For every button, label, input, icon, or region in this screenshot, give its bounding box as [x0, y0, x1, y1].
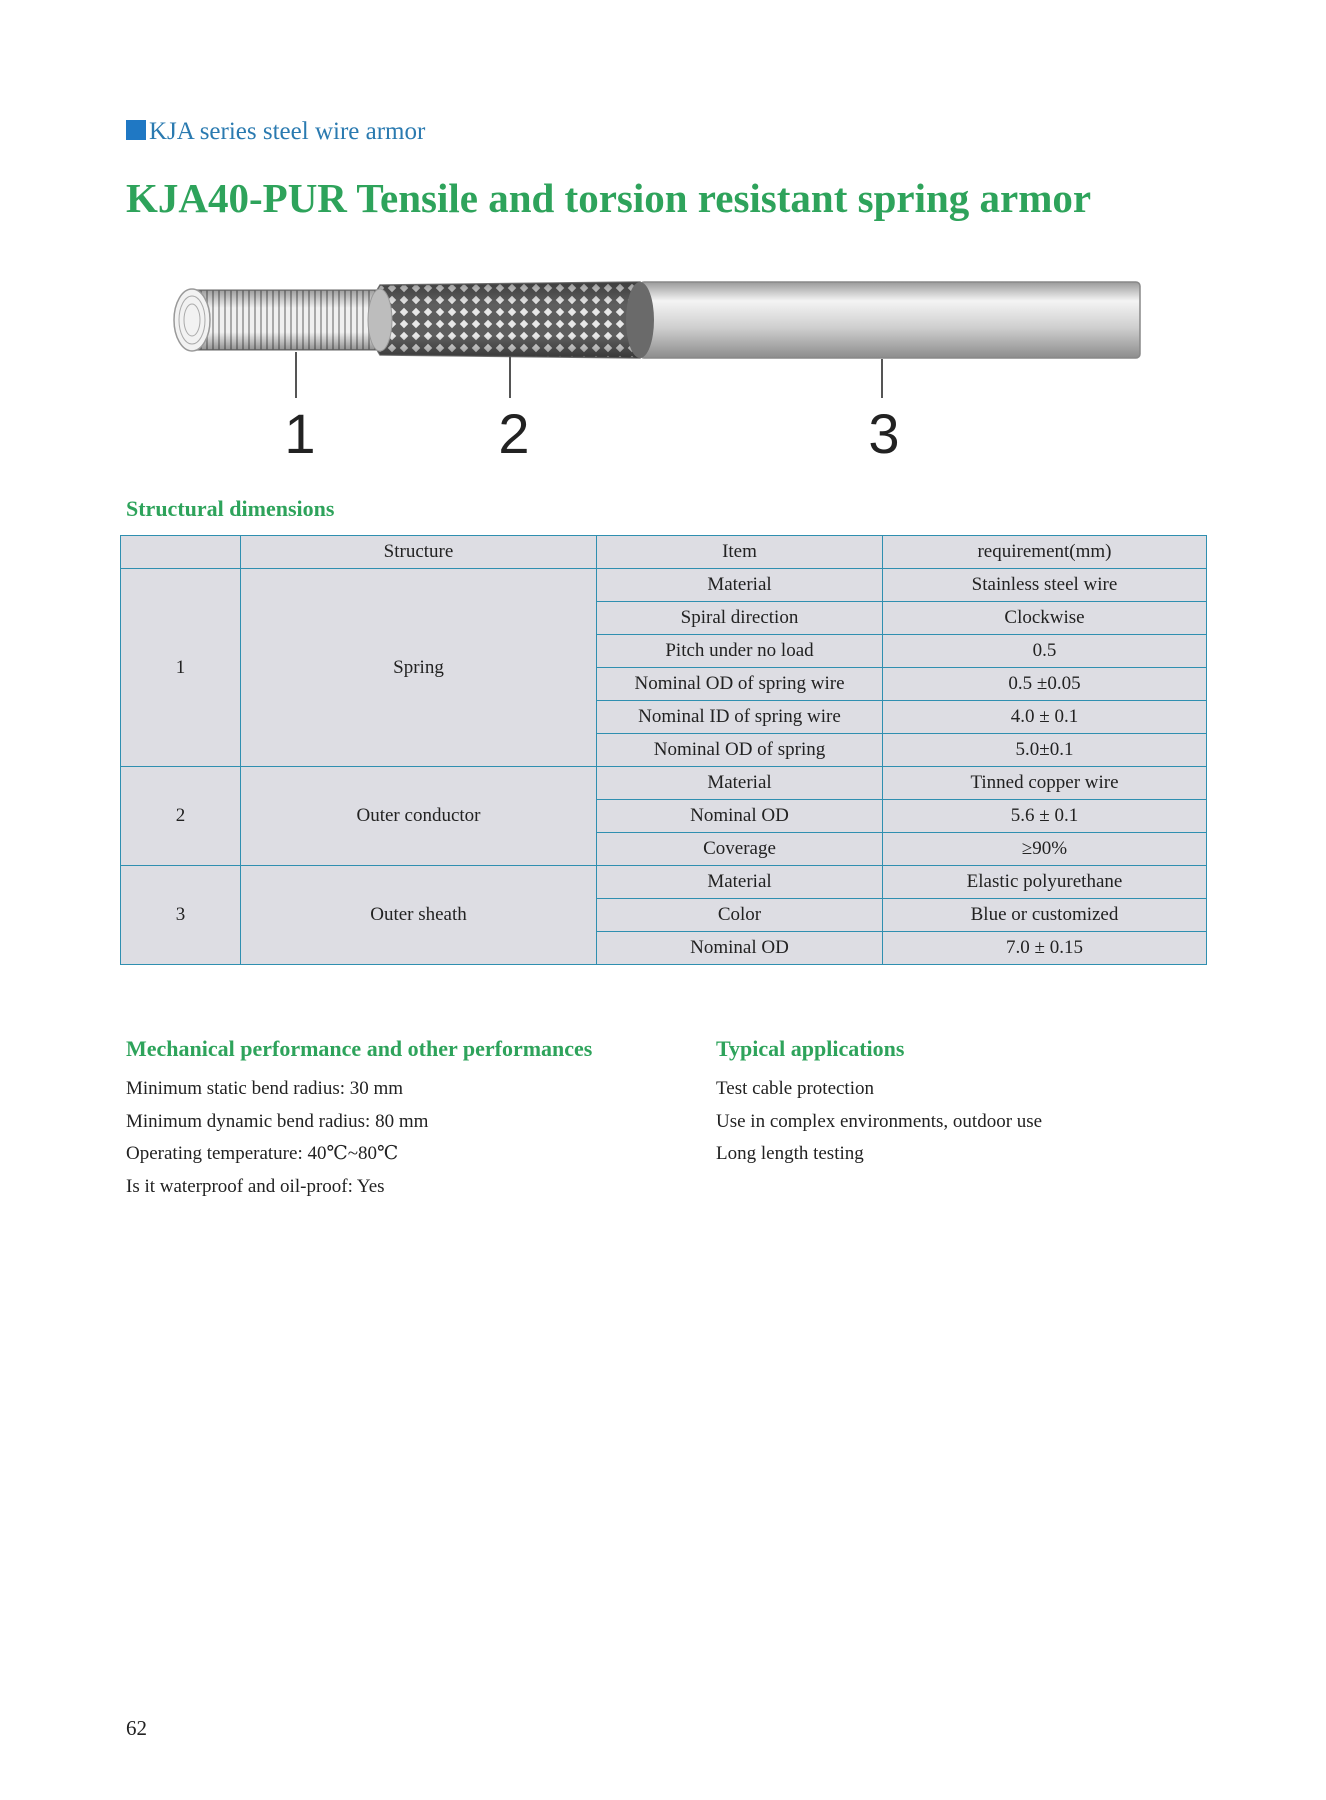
structure-name: Spring [241, 569, 597, 767]
requirement-cell: Elastic polyurethane [883, 866, 1207, 899]
item-cell: Material [597, 569, 883, 602]
item-cell: Material [597, 866, 883, 899]
requirement-cell: Clockwise [883, 602, 1207, 635]
structure-name: Outer sheath [241, 866, 597, 965]
item-cell: Nominal OD [597, 800, 883, 833]
item-cell: Coverage [597, 833, 883, 866]
series-text: KJA series steel wire armor [149, 118, 426, 145]
requirement-cell: Blue or customized [883, 899, 1207, 932]
requirement-cell: 4.0 ± 0.1 [883, 701, 1207, 734]
item-cell: Nominal ID of spring wire [597, 701, 883, 734]
page-title: KJA40-PUR Tensile and torsion resistant spring armor [126, 175, 1092, 221]
outer-sheath-layer [640, 282, 1140, 358]
column-header-structure: Structure [241, 536, 597, 569]
structure-number: 2 [121, 767, 241, 866]
item-cell: Nominal OD of spring [597, 734, 883, 767]
requirement-cell: Tinned copper wire [883, 767, 1207, 800]
list-item: Is it waterproof and oil-proof: Yes [126, 1175, 385, 1197]
requirement-cell: 7.0 ± 0.15 [883, 932, 1207, 965]
item-cell: Nominal OD [597, 932, 883, 965]
requirement-cell: 5.0±0.1 [883, 734, 1207, 767]
list-item: Minimum dynamic bend radius: 80 mm [126, 1110, 429, 1132]
list-item: Minimum static bend radius: 30 mm [126, 1078, 404, 1099]
callout-3: 3 [868, 402, 900, 465]
callout-1: 1 [284, 402, 316, 465]
structure-number: 1 [121, 569, 241, 767]
page-number: 62 [126, 1716, 147, 1740]
item-cell: Color [597, 899, 883, 932]
structure-number: 3 [121, 866, 241, 965]
requirement-cell: 0.5 ±0.05 [883, 668, 1207, 701]
mechanical-performance-list [126, 1073, 428, 1203]
cable-structure-illustration [170, 270, 1150, 470]
item-cell: Pitch under no load [597, 635, 883, 668]
column-header-requirement: requirement(mm) [883, 536, 1207, 569]
table-row [121, 767, 1207, 800]
mechanical-performance-heading: Mechanical performance and other performances [126, 1036, 593, 1061]
requirement-cell: 5.6 ± 0.1 [883, 800, 1207, 833]
series-label [126, 118, 425, 146]
requirement-cell: 0.5 [883, 635, 1207, 668]
list-item: Operating temperature: 40℃~80℃ [126, 1143, 399, 1164]
structure-name: Outer conductor [241, 767, 597, 866]
list-item: Long length testing [716, 1143, 864, 1164]
list-item: Test cable protection [716, 1078, 874, 1099]
requirement-cell: Stainless steel wire [883, 569, 1207, 602]
structural-dimensions-table [120, 535, 1207, 965]
square-bullet-icon [126, 120, 146, 140]
list-item: Use in complex environments, outdoor use [716, 1110, 1043, 1132]
table-header-row [121, 536, 1207, 569]
table-row [121, 569, 1207, 602]
requirement-cell: ≥90% [883, 833, 1207, 866]
typical-applications-list [716, 1073, 1042, 1171]
structural-dimensions-heading: Structural dimensions [126, 496, 335, 521]
item-cell: Material [597, 767, 883, 800]
table-row [121, 866, 1207, 899]
column-header-item: Item [597, 536, 883, 569]
item-cell: Spiral direction [597, 602, 883, 635]
column-header-number [121, 536, 241, 569]
typical-applications-heading: Typical applications [716, 1036, 905, 1061]
item-cell: Nominal OD of spring wire [597, 668, 883, 701]
callout-2: 2 [498, 402, 530, 465]
